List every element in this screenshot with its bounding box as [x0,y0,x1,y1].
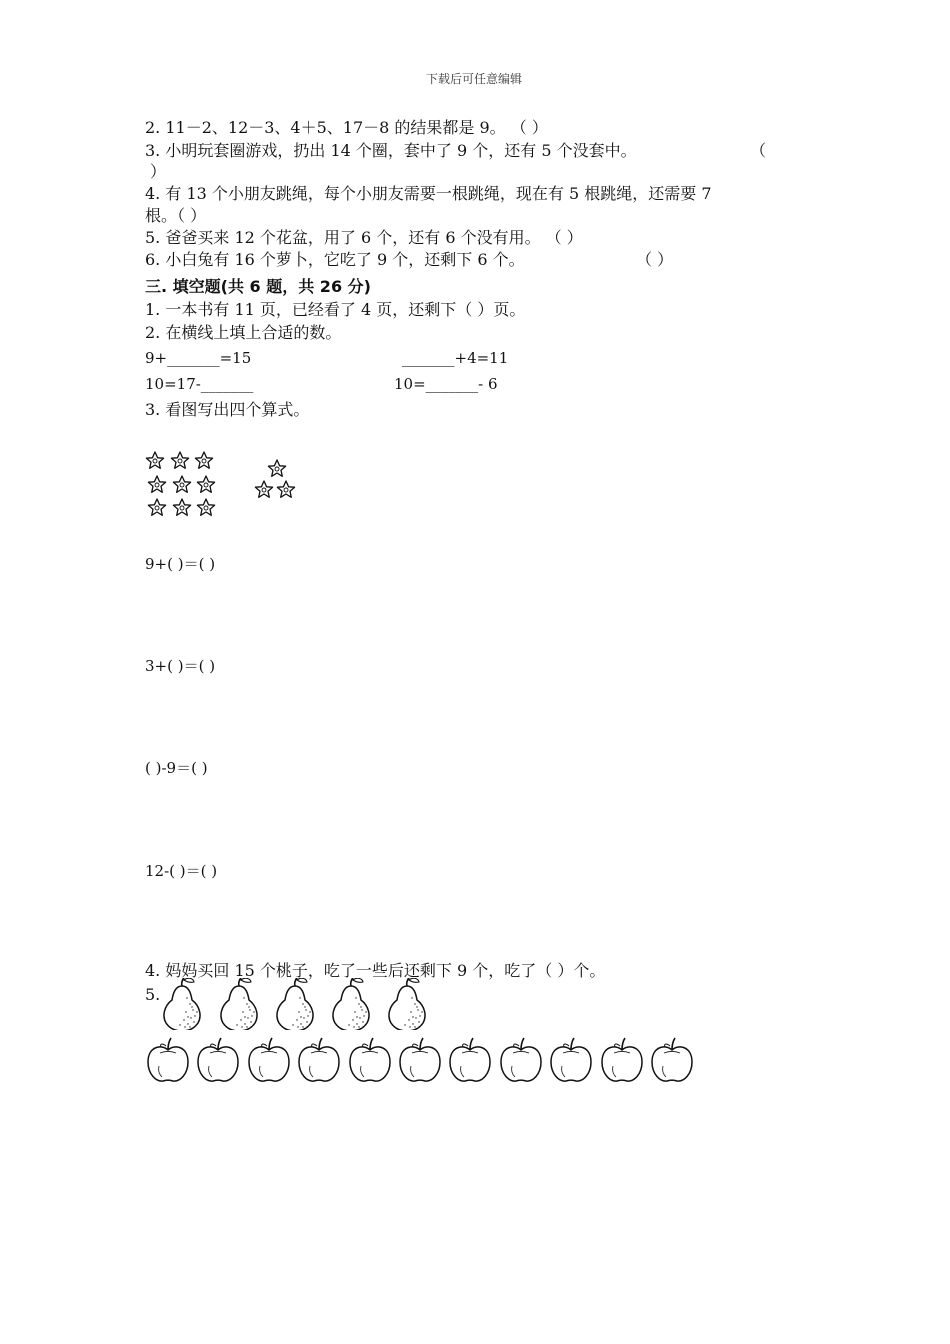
stars-figure [140,448,310,522]
judge-q4: 4. 有 13 个小朋友跳绳，每个小朋友需要一根跳绳，现在有 5 根跳绳，还需要 7 [145,184,712,203]
judge-q6: 6. 小白兔有 16 个萝卜，它吃了 9 个，还剩下 6 个。 [145,250,525,269]
section-title: 三. 填空题(共 6 题，共 26 分) [145,277,371,296]
star-icon [197,476,214,492]
apple-icon [400,1038,440,1081]
fill-q1: 1. 一本书有 11 页，已经看了 4 页，还剩下（ ）页。 [145,300,526,319]
pear-icon [164,978,200,1030]
fill-q5: 5. [145,985,161,1004]
fill-q2-eq4: 10=_______- 6 [394,375,498,393]
pear-icon [333,978,369,1030]
apple-icon [299,1038,339,1081]
judge-q3-open-paren: （ [750,141,767,160]
pear-icon [277,978,313,1030]
star-icon [171,452,188,468]
page-header: 下载后可任意编辑 [426,72,523,86]
apple-icon [249,1038,289,1081]
star-icon [268,460,285,476]
fill-q2-eq2: _______+4=11 [402,349,509,367]
apple-icon [350,1038,390,1081]
judge-q5: 5. 爸爸买来 12 个花盆，用了 6 个，还有 6 个没有用。 （ ） [145,228,583,247]
apple-icon [652,1038,692,1081]
apple-icon [501,1038,541,1081]
star-icon [148,499,165,515]
fill-q3-formula-3: ( )-9＝( ) [145,759,208,777]
star-icon [197,499,214,515]
star-icon [148,476,165,492]
pear-icon [389,978,425,1030]
apple-icon [450,1038,490,1081]
apples-row [144,1033,700,1085]
apple-icon [148,1038,188,1081]
fill-q2: 2. 在横线上填上合适的数。 [145,323,342,342]
pear-icon [221,978,257,1030]
star-icon [255,481,272,497]
fill-q3: 3. 看图写出四个算式。 [145,400,310,419]
apple-icon [198,1038,238,1081]
fill-q3-formula-1: 9+( )＝( ) [145,555,216,573]
fill-q4: 4. 妈妈买回 15 个桃子，吃了一些后还剩下 9 个，吃了（ ）个。 [145,961,606,980]
star-icon [173,499,190,515]
fill-q3-formula-2: 3+( )＝( ) [145,657,216,675]
fill-q3-formula-4: 12-( )＝( ) [145,862,218,880]
judge-q3: 3. 小明玩套圈游戏，扔出 14 个圈，套中了 9 个，还有 5 个没套中。 [145,141,637,160]
judge-q4-cont: 根。（ ） [145,206,207,225]
fill-q2-eq1: 9+_______=15 [145,349,252,367]
judge-q3-close-paren: ） [150,162,167,181]
star-icon [195,452,212,468]
apple-icon [551,1038,591,1081]
star-icon [173,476,190,492]
pears-row [158,978,438,1030]
judge-q6-paren: （ ） [636,250,674,269]
star-icon [277,481,294,497]
fill-q2-eq3: 10=17-_______ [145,375,254,393]
judge-q2: 2. 11－2、12－3、4＋5、17－8 的结果都是 9。 （ ） [145,118,548,137]
star-icon [146,452,163,468]
apple-icon [602,1038,642,1081]
